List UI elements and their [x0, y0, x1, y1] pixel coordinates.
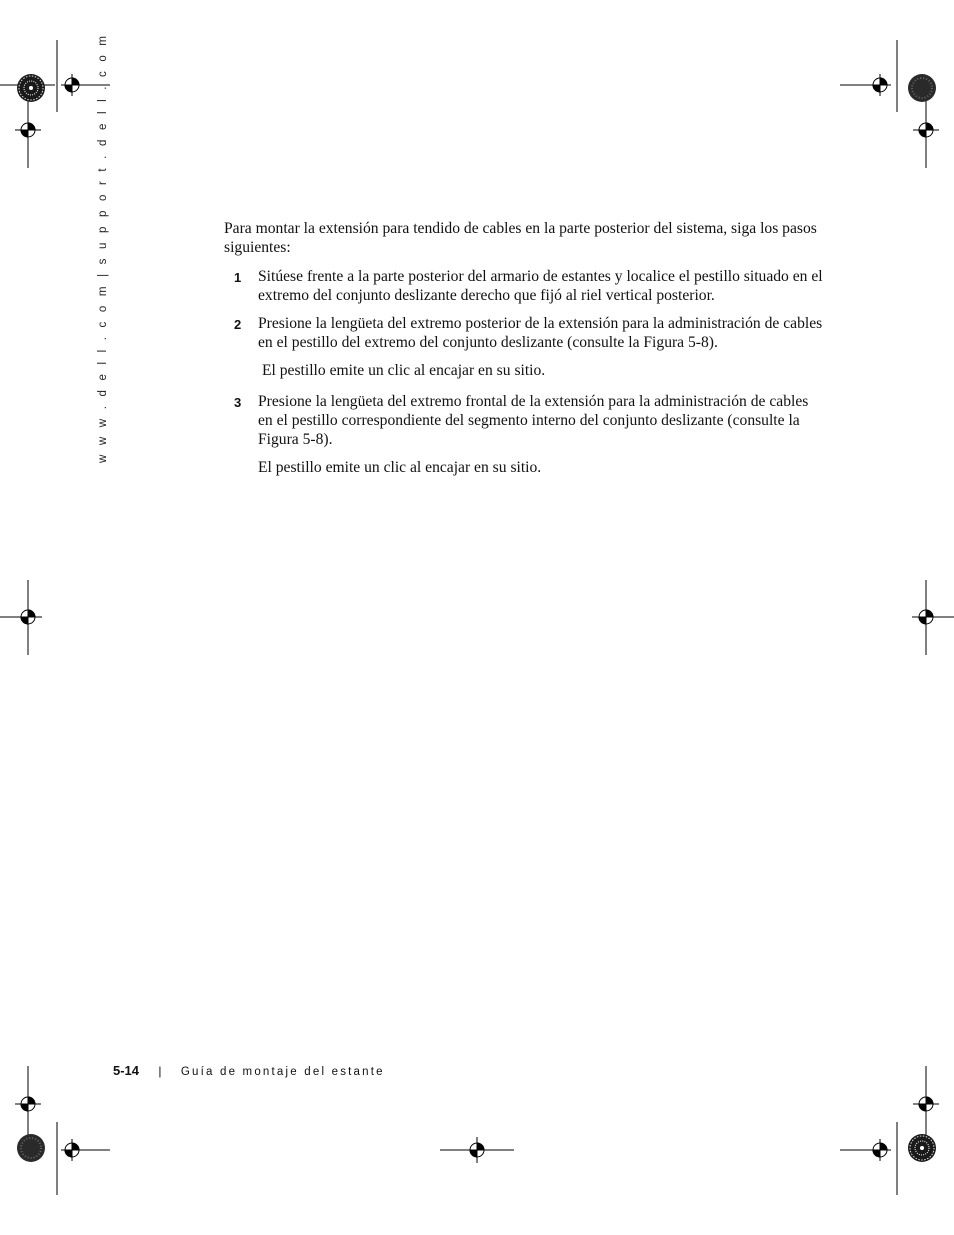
step-text: Sitúese frente a la parte posterior del armario de estantes y localice el pestillo situado en el extremo del conjunto deslizante derecho que fijó al riel vertical posterior. [258, 268, 823, 304]
intro-paragraph: Para montar la extensión para tendido de cables en la parte posterior del sistema, siga los pasos siguientes: [224, 220, 817, 256]
step-number: 2 [234, 317, 242, 332]
side-url-text: w w w . d e l l . c o m | s u p p o r t . d e l l . c o m [97, 32, 109, 463]
step-note: El pestillo emite un clic al encajar en su sitio. [262, 362, 546, 379]
step-item [224, 392, 824, 449]
step-note: El pestillo emite un clic al encajar en su sitio. [258, 459, 542, 476]
step-number: 1 [234, 270, 242, 285]
footer-separator: | [158, 1064, 162, 1078]
step-item [224, 267, 824, 305]
page-number: 5-14 [113, 1063, 140, 1078]
footer-title: Guía de montaje del estante [180, 1066, 385, 1078]
step-number: 3 [234, 395, 242, 410]
step-item [224, 314, 824, 352]
main-content [224, 219, 824, 489]
step-text: Presione la lengüeta del extremo frontal de la extensión para la administración de cables en el pestillo correspondiente del segmento interno del conjunto deslizante (consulte la Figura 5-8). [258, 393, 809, 448]
page-footer [113, 1063, 385, 1078]
step-text: Presione la lengüeta del extremo posterior de la extensión para la administración de cables en el pestillo del extremo del conjunto deslizante (consulte la Figura 5-8). [258, 315, 823, 351]
